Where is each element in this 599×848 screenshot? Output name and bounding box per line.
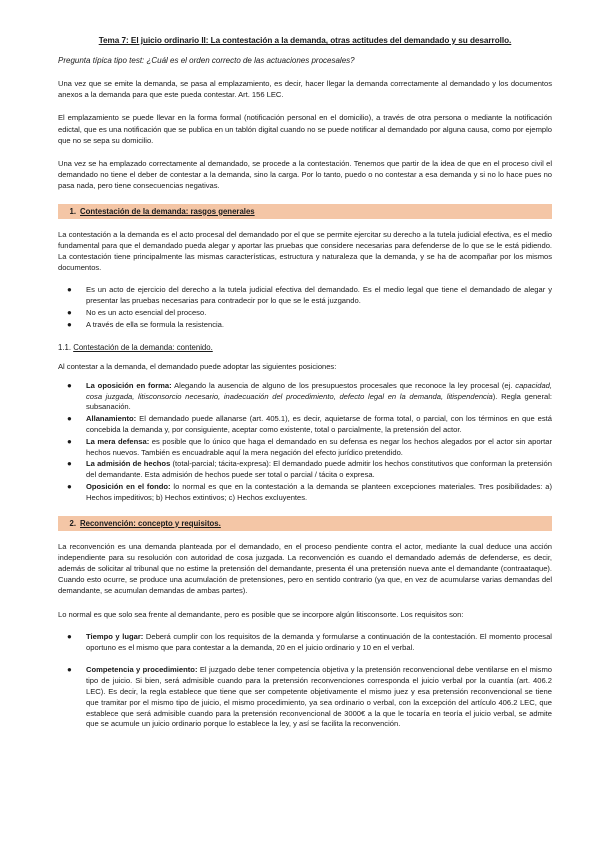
list-item: ● Tiempo y lugar: Deberá cumplir con los requisitos de la demanda y formularse a continuación de la contestación. El momento procesal oportuno es el mismo que para contestar a la demanda, 20 en el juicio ordinario y 10 en el verbal. (67, 631, 552, 652)
bullet-icon: ● (67, 285, 72, 295)
intro-paragraph-1: Una vez que se emite la demanda, se pasa al emplazamiento, es decir, hacer llegar la demanda correctamente al demandado y los documentos anexos a la demanda para que este pueda contestar. Art. 156 LEC. (58, 79, 552, 100)
section-1-1-heading (58, 343, 552, 352)
section-2-title: Reconvención: concepto y requisitos. (80, 518, 221, 528)
list-item: ● No es un acto esencial del proceso. (67, 308, 207, 318)
list-item: ● Competencia y procedimiento: El juzgado debe tener competencia objetiva y la pretensión reconvencional debe ventilarse en el mismo tipo de juicio. Si bien, será admisible cuando para la pretensión reconvenciones corresponda el juicio verbal por la cuantía (art. 406.2 LEC). Es decir, la regla establece que tiene que ser competente objetivamente el mismo juez y esa pretensión reconvencional se tiene que tramitar por el mismo tipo de juicio, el mismo procedimiento, ya sea ordinario o verbal, con la excepción del artículo 406.2 LEC, que establece que será admisible cuando para la pretensión reconvencional de 3000€ a la que le tocaría en teoría el juicio verbal, se admite que se acumule un juicio ordinario porque lo establece la ley, y así se facilita la reconvención. (67, 665, 552, 729)
list-item: ● Oposición en el fondo: lo normal es que en la contestación a la demanda se planteen excepciones materiales. Tres posibilidades: a) Hechos impeditivos; b) Hechos extintivos; c) Hechos excluyentes. (67, 482, 552, 502)
list-item: ● La oposición en forma: Alegando la ausencia de alguno de los presupuestos procesales que reconoce la ley procesal (ej. capacidad, cosa juzgada, litisconsorcio necesario, inadecuación del procedimiento, defecto legal en la demanda, litispendencia). Regla general: subsanación. (67, 380, 552, 412)
list-item: ● La admisión de hechos (total-parcial; tácita-expresa): El demandado puede admitir los hechos constitutivos que conforman la pretensión del demandante. Esta admisión de hechos puede ser total o parcial / tácita o expresa. (67, 459, 552, 480)
section-1-1-number: 1.1. (58, 342, 72, 352)
bullet-icon: ● (67, 308, 72, 318)
list-item: ● Es un acto de ejercicio del derecho a la tutela judicial efectiva del demandado. Es el medio legal que tiene el demandado de alegar y presentar las pruebas necesarias para contradecir por lo que se le está juzgando. (67, 285, 552, 306)
document-title: Tema 7: El juicio ordinario II: La contestación a la demanda, otras actitudes del demandado y su desarrollo. (98, 36, 512, 45)
bullet-icon: ● (67, 665, 72, 675)
section-1-number: 1. (69, 206, 76, 216)
bullet-icon: ● (67, 319, 72, 329)
section-1-1-intro: Al contestar a la demanda, el demandado puede adoptar las siguientes posiciones: (58, 361, 337, 371)
section-2-number: 2. (69, 518, 76, 528)
section-2-paragraph-2: Lo normal es que solo sea frente al demandante, pero es posible que se incorpore algún litisconsorte. Los requisitos son: (58, 609, 464, 619)
section-1-heading (58, 204, 552, 219)
section-2-heading (58, 516, 552, 531)
section-1-paragraph: La contestación a la demanda es el acto procesal del demandado por el que se permite ejercitar su derecho a la tutela judicial efectiva, es el medio fundamental para que el demandado pueda alegar y aportar las pruebas que considere necesarias para defenderse de lo que se le está pidiendo. La contestación tiene principalmente las mismas características, estructura y naturaleza que la demanda, y se ha de acompañar por los mismos documentos. (58, 229, 552, 273)
bullet-icon: ● (67, 482, 72, 491)
bullet-icon: ● (67, 414, 72, 424)
list-item: ● La mera defensa: es posible que lo único que haga el demandado en su defensa es negar los hechos alegados por el actor sin aportar hechos nuevos. También es encuadrable aquí la mera negación del efecto jurídico pretendido. (67, 436, 552, 457)
list-item: ● Allanamiento: El demandado puede allanarse (art. 405.1), es decir, aquietarse de forma total, o parcial, con los términos en que está concebida la demanda y, por consiguiente, aceptar como existente, total o parcialmente, la pretensión del actor. (67, 414, 552, 435)
test-question: Pregunta típica tipo test: ¿Cuál es el orden correcto de las actuaciones procesales? (58, 56, 355, 65)
bullet-icon: ● (67, 459, 72, 469)
section-1-title: Contestación de la demanda: rasgos generales (80, 206, 255, 216)
section-2-paragraph-1: La reconvención es una demanda planteada por el demandado, en el proceso pendiente contra el actor, mediante la cual deduce una acción independiente para su resolución con autoridad de cosa juzgada. La reconvención es cuando el demandado además de defenderse, es decir, además de solicitar al tribunal que no estime la pretensión del demandante, presenta él una pretensión nueva ante el demandante (contraataque). Cuando esto ocurre, se produce una acumulación de pretensiones, pero en sentido contrario (ya que, en vez de acumularse varias demandas del demandante, se acumulan demandas de ambas partes). (58, 541, 552, 596)
bullet-icon: ● (67, 436, 72, 446)
bullet-icon: ● (67, 631, 72, 641)
section-2-bullet-list (58, 632, 552, 730)
section-1-1-title: Contestación de la demanda: contenido. (73, 342, 213, 352)
section-1-1-bullet-list (58, 381, 552, 504)
intro-paragraph-3: Una vez se ha emplazado correctamente al demandado, se procede a la contestación. Tenemos que partir de la idea de que en el proceso civil el demandado no tiene el deber de contestar a la demanda, sino la carga. Por lo tanto, puedo o no contestar a esa demanda y si no lo hace pues no pasa nada, pero tiene consecuencias negativas. (58, 159, 552, 191)
list-item: ● A través de ella se formula la resistencia. (67, 319, 225, 329)
bullet-icon: ● (67, 380, 72, 390)
section-1-bullet-list (58, 285, 552, 330)
document-page (58, 36, 552, 742)
intro-paragraph-2: El emplazamiento se puede llevar en la forma formal (notificación personal en el domicilio), a través de otra persona o mediante la notificación edictal, que es una notificación que se publica en un tablón digital cuando no se puede notificar al demandado por alguna causa, como por ejemplo que no se sepa su domicilio. (58, 113, 552, 145)
